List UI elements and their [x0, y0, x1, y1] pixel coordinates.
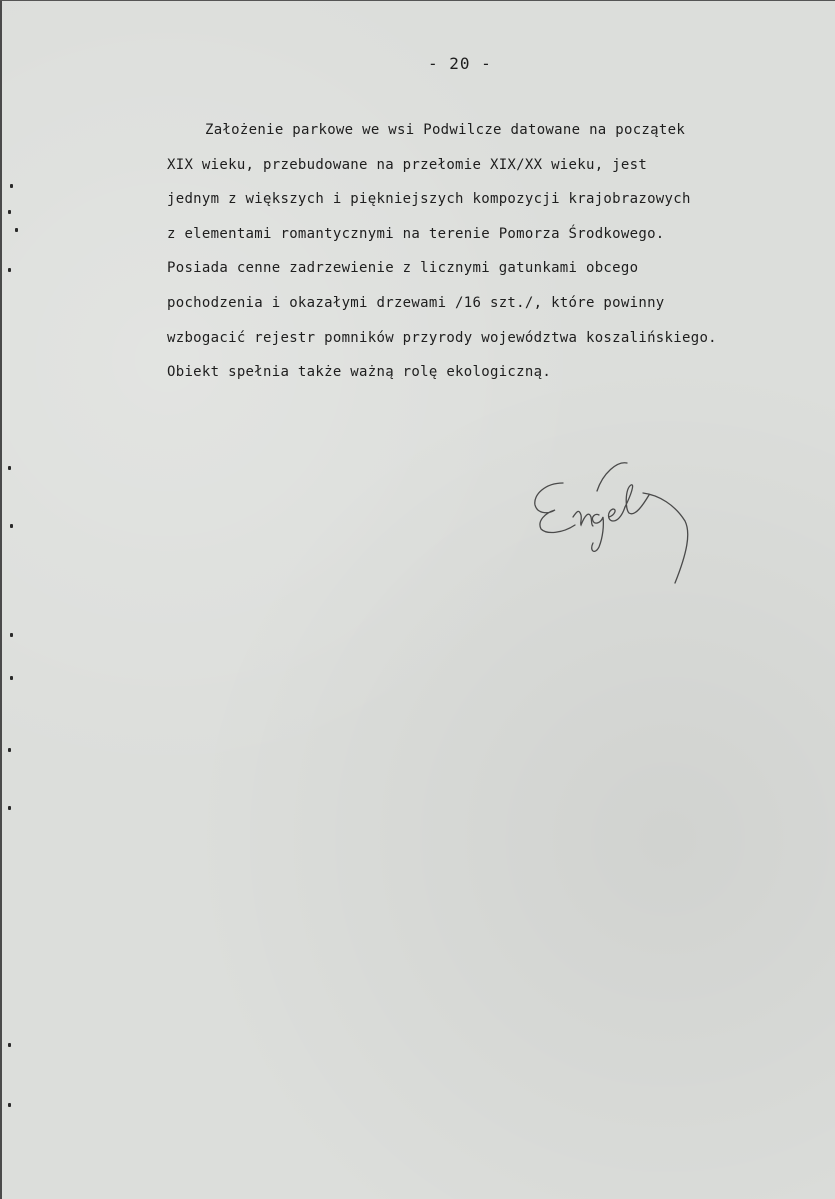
- text-line: pochodzenia i okazałymi drzewami /16 szt./, które powinny: [167, 294, 665, 311]
- text-line: Obiekt spełnia także ważną rolę ekologiczną.: [167, 364, 552, 381]
- margin-mark: [8, 748, 11, 752]
- page-edge-left: [0, 0, 2, 1199]
- page-number: - 20 -: [428, 54, 492, 73]
- margin-mark: [8, 210, 11, 214]
- margin-mark: [8, 1043, 11, 1047]
- margin-mark: [10, 633, 13, 637]
- handwritten-signature: [525, 455, 725, 590]
- page-edge-top: [0, 0, 835, 1]
- text-line: Założenie parkowe we wsi Podwilcze datowane na początek: [205, 122, 686, 138]
- text-line: wzbogacić rejestr pomników przyrody województwa koszalińskiego.: [167, 329, 717, 346]
- body-paragraph: [167, 113, 817, 390]
- margin-mark: [8, 806, 11, 810]
- text-line: Posiada cenne zadrzewienie z licznymi gatunkami obcego: [167, 260, 639, 277]
- text-line: jednym z większych i piękniejszych kompozycji krajobrazowych: [167, 191, 691, 208]
- margin-mark: [10, 524, 13, 528]
- text-line: XIX wieku, przebudowane na przełomie XIX/XX wieku, jest: [167, 156, 648, 173]
- text-line: z elementami romantycznymi na terenie Pomorza Środkowego.: [167, 225, 665, 242]
- margin-mark: [8, 1103, 11, 1107]
- margin-mark: [10, 184, 13, 188]
- margin-mark: [10, 676, 13, 680]
- margin-mark: [8, 268, 11, 272]
- margin-mark: [15, 228, 18, 232]
- margin-mark: [8, 466, 11, 470]
